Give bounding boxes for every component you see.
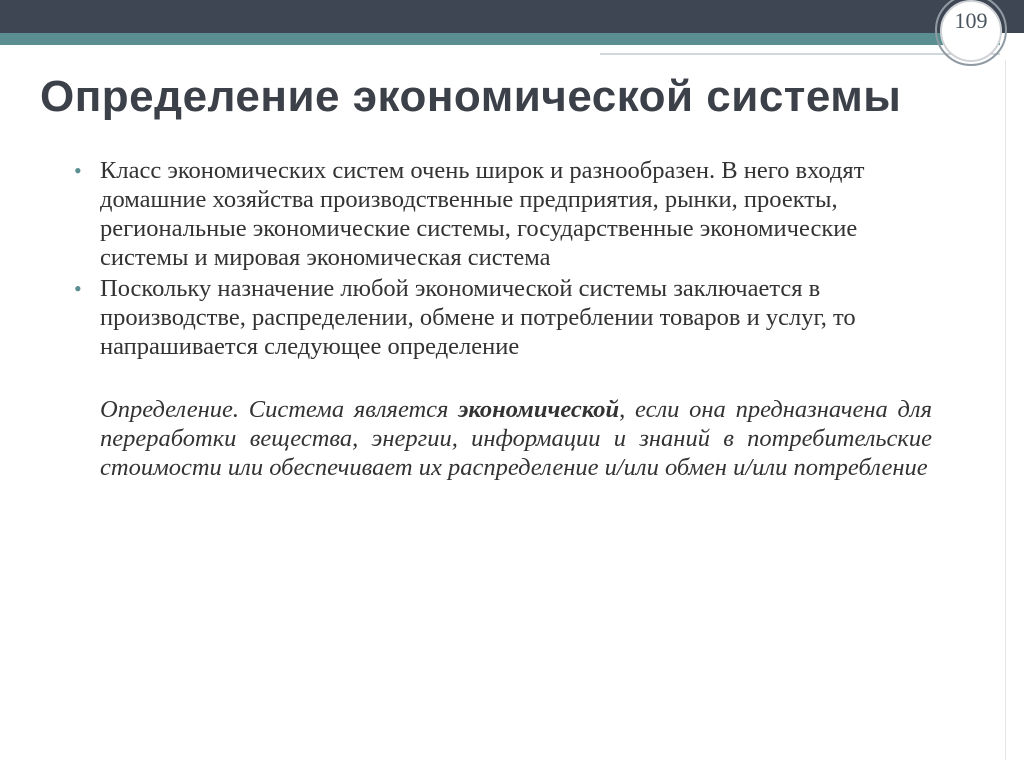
slide-number: 109 — [954, 8, 988, 33]
bullet-icon: • — [74, 158, 82, 183]
bullet-item — [72, 274, 932, 361]
bullet-list — [72, 156, 932, 361]
bullet-text: Класс экономических систем очень широк и разнообразен. В него входят домашние хозяйства производственные предприятия, рынки, проекты, региональные экономические системы, государственные экономические системы и мировая экономическая система — [100, 157, 865, 271]
definition-key-term: экономической — [458, 396, 620, 423]
definition-lead: Определение. Система является — [100, 396, 459, 423]
slide-content — [72, 156, 932, 507]
header-thin-line — [600, 53, 1000, 55]
definition-rest: , если она предназначена для переработки вещества, энергии, информации и знаний в потребительские стоимости или обеспечивает их распределение и/или обмен и/или потребление — [100, 396, 932, 481]
definition-paragraph — [72, 395, 932, 482]
bullet-item — [72, 156, 932, 272]
bullet-icon: • — [74, 276, 82, 301]
bullet-text: Поскольку назначение любой экономической системы заключается в производстве, распределении, обмене и потреблении товаров и услуг, то напрашивается следующее определение — [100, 275, 856, 360]
header-dark-band — [0, 0, 1024, 33]
header-accent-band — [0, 33, 1000, 45]
right-border-line — [1005, 60, 1006, 760]
slide-title: Определение экономической системы — [40, 72, 902, 121]
